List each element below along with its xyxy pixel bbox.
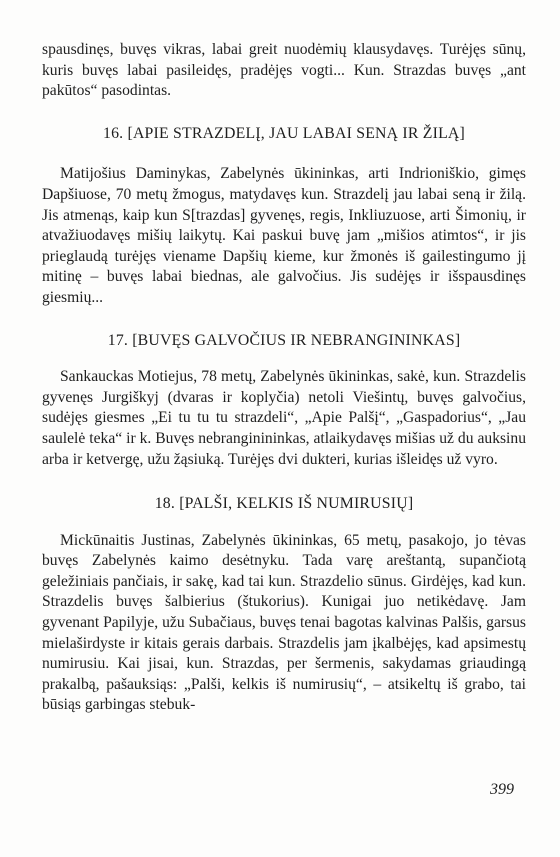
section-16 [42, 124, 526, 309]
section-heading: 18. [PALŠI, KELKIS IŠ NUMIRUSIŲ] [154, 495, 414, 513]
section-heading: 17. [BUVĘS GALVOČIUS IR NEBRANGININKAS] [107, 331, 461, 349]
page-number: 399 [490, 781, 514, 798]
section-18 [42, 494, 526, 716]
intro-paragraph: spausdinęs, buvęs vikras, labai greit nuodėmių klausydavęs. Turėjęs sūnų, kuris buvęs labai pasileidęs, pradėjęs vogti... Kun. Strazdas buvęs „ant pakūtos“ pasodintas. [42, 41, 526, 100]
section-paragraph: Matijošius Daminykas, Zabelynės ūkininkas, arti Indrioniškio, gimęs Dapšiuose, 70 metų žmogus, matydavęs kun. Strazdelį jau labai seną ir žilą. Jis atmenąs, kaip kun S[trazdas] gyvenęs, regis, Inkliuzuose, arti Šimonių, ir atvažiuodavęs mišių laikytų. Kai paskui buvę jam „mišios atimtos“, ir jis prieglaudą turėjęs viename Dapšių kieme, kur žmonės iš gailestingumo jį mitinę – buvęs labai biednas, ale galvočius. Jis sudėjęs ir išspausdinęs giesmių... [42, 165, 526, 306]
section-paragraph: Mickūnaitis Justinas, Zabelynės ūkininkas, 65 metų, pasakojo, jo tėvas buvęs Zabelynės kaimo desėtnyku. Tada varę areštantą, supančiotą geležiniais pančiais, ir sakę, kad tai kun. Strazdelio sūnus. Girdėjęs, kad kun. Strazdelis buvęs šalbierius (štukorius). Kunigai juo netikėdavę. Jam gyvenant Papilyje, užu Subačiaus, buvęs tenai bagotas kalvinas Palšis, garsus mielaširdyste ir kitais gerais darbais. Strazdelis jam įkalbėjęs, kad apsimestų numirusiu. Kai jisai, kun. Strazdas, per šermenis, sakydamas griaudingą prakalbą, pašauksiąs: „Palši, kelkis iš numirusių“, – atsikeltų iš grabo, tai būsiąs garbingas stebuk- [42, 531, 526, 714]
section-paragraph: Sankauckas Motiejus, 78 metų, Zabelynės ūkininkas, sakė, kun. Strazdelis gyvenęs Jurgiškyj (dvaras ir koplyčia) netoli Viešintų, buvęs galvočius, sudėjęs giesmes „Ei tu tu tu strazdeli“, „Apie Palšį“, „Gaspadorius“, „Jau saulelė teka“ ir k. Buvęs nebranginininkas, atlaikydavęs mišias už du auksinu arba ir ketvergę, užu žąsiuką. Turėjęs dvi dukteri, kurias išleidęs už vyro. [42, 368, 526, 468]
section-heading: 16. [APIE STRAZDELĮ, JAU LABAI SENĄ IR ŽILĄ] [102, 124, 465, 142]
section-17 [42, 331, 526, 471]
